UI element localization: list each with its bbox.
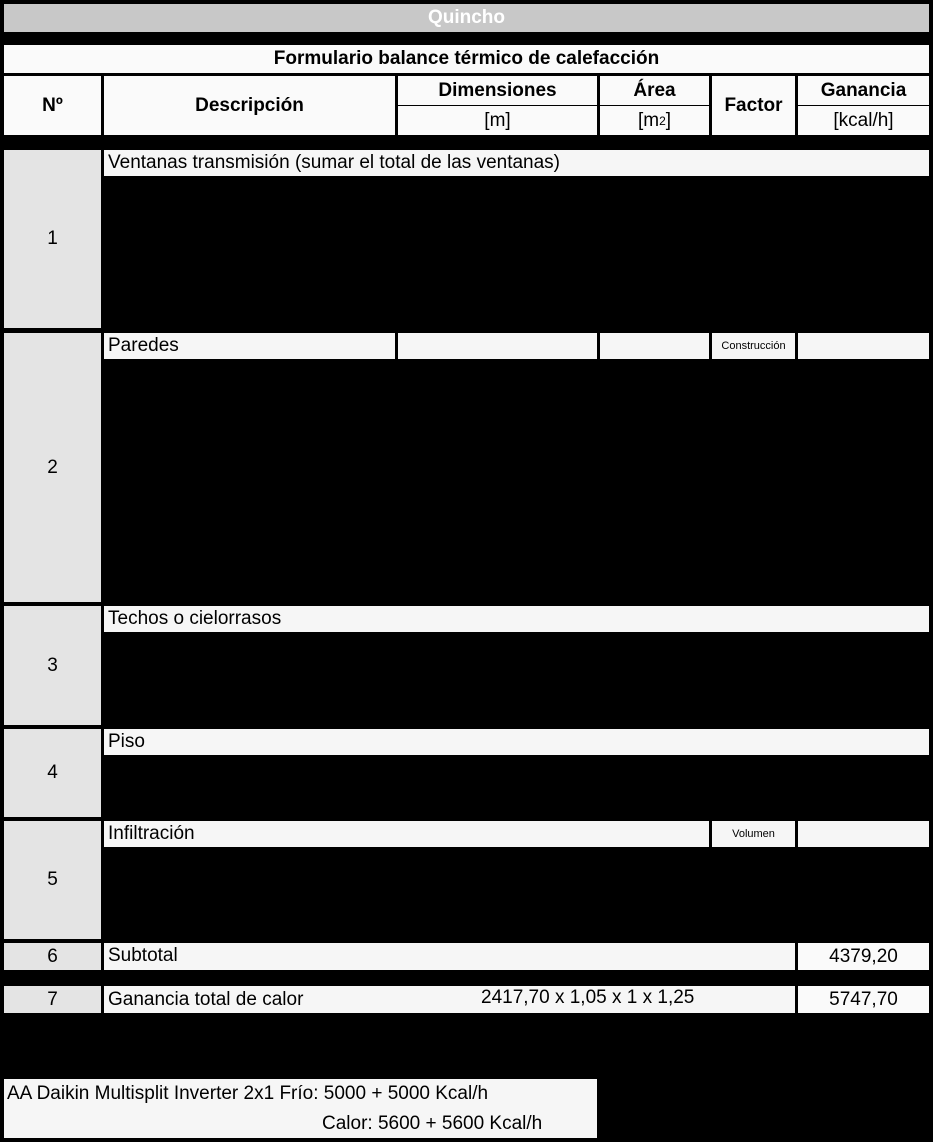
- sheet-title: Quincho: [4, 4, 929, 32]
- header-area: Área: [600, 76, 709, 105]
- row-7-number: 7: [4, 986, 101, 1013]
- equipment-note-line-2: Calor: 5600 + 5600 Kcal/h: [322, 1113, 543, 1134]
- header-gain-unit: [kcal/h]: [798, 106, 929, 135]
- header-area-unit: [600, 106, 709, 135]
- row-5-gain-cell[interactable]: [798, 821, 929, 847]
- row-5-number: 5: [4, 821, 101, 939]
- header-gain: Ganancia: [798, 76, 929, 105]
- row-2-area-cell[interactable]: [600, 333, 709, 359]
- row-6-number: 6: [4, 943, 101, 970]
- row-3-label: Techos o cielorrasos: [104, 606, 929, 632]
- subtotal-value: 4379,20: [798, 943, 929, 970]
- row-5-label: Infiltración: [104, 821, 709, 847]
- area-unit-exponent: 2: [659, 113, 666, 128]
- row-7-label-cell: [104, 986, 795, 1013]
- form-title: Formulario balance térmico de calefacción: [4, 45, 929, 73]
- row-4-number: 4: [4, 729, 101, 817]
- row-2-label: Paredes: [104, 333, 395, 359]
- equipment-note: [4, 1079, 597, 1138]
- total-gain-value: 5747,70: [798, 986, 929, 1013]
- row-7-formula: 2417,70 x 1,05 x 1 x 1,25: [481, 987, 695, 1008]
- row-6-label: Subtotal: [104, 943, 795, 970]
- area-unit-base: [m: [637, 109, 660, 131]
- equipment-note-line-1: AA Daikin Multisplit Inverter 2x1 Frío: 5000 + 5000 Kcal/h: [7, 1083, 489, 1104]
- area-unit-end: ]: [665, 109, 672, 131]
- row-4-label: Piso: [104, 729, 929, 755]
- header-dimensions-unit: [m]: [398, 106, 597, 135]
- row-7-label: Ganancia total de calor: [108, 989, 304, 1010]
- header-description: Descripción: [104, 76, 395, 135]
- row-1-label: Ventanas transmisión (sumar el total de las ventanas): [104, 150, 929, 176]
- header-num: Nº: [4, 76, 101, 135]
- row-3-number: 3: [4, 606, 101, 725]
- row-2-factor-note: Construcción: [712, 333, 795, 359]
- row-2-gain-cell[interactable]: [798, 333, 929, 359]
- header-dimensions: Dimensiones: [398, 76, 597, 105]
- row-2-number: 2: [4, 333, 101, 602]
- row-2-dimensions-cell[interactable]: [398, 333, 597, 359]
- header-factor: Factor: [712, 76, 795, 135]
- row-5-factor-note: Volumen: [712, 821, 795, 847]
- row-1-number: 1: [4, 150, 101, 328]
